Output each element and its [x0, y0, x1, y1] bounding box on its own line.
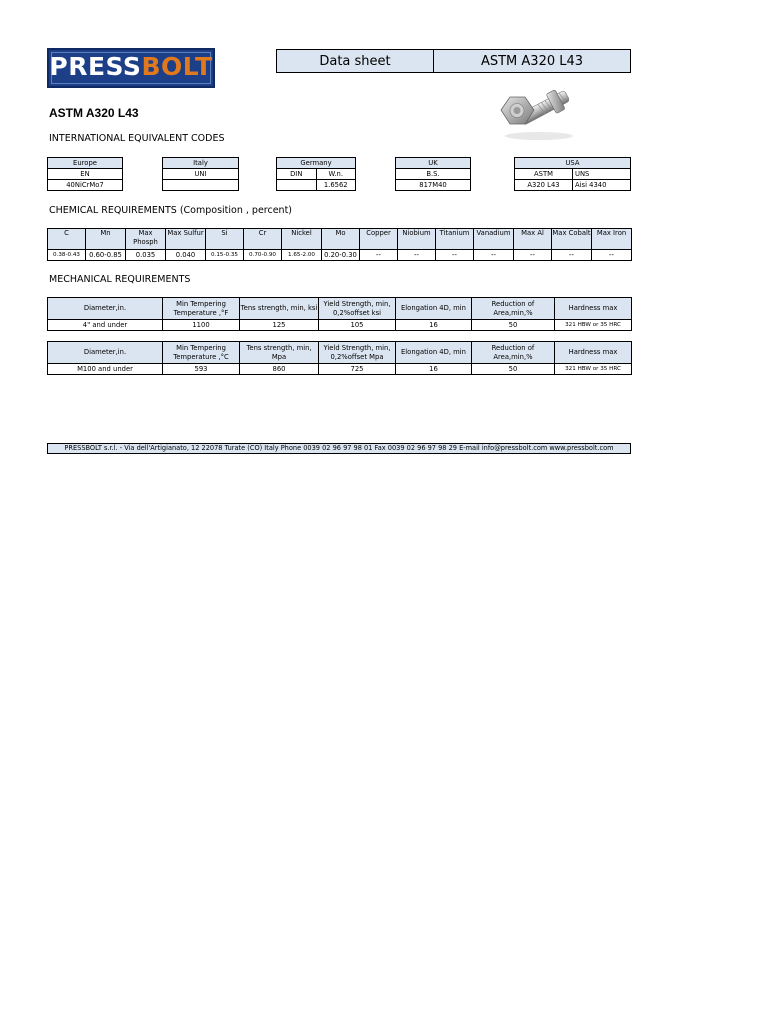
- chem-value: 0.60-0.85: [86, 250, 126, 261]
- mech-header: Reduction of Area,min,%: [472, 298, 555, 320]
- equiv-code: UNS: [573, 169, 631, 180]
- chem-value: --: [398, 250, 436, 261]
- chem-header: Max Cobalt: [552, 229, 592, 250]
- chem-value: --: [360, 250, 398, 261]
- chem-header: Titanium: [436, 229, 474, 250]
- equiv-value: [277, 180, 317, 191]
- datasheet-header: [276, 49, 631, 73]
- chem-header: Mn: [86, 229, 126, 250]
- mech-value: 725: [319, 364, 396, 375]
- bolt-nut-image: [497, 80, 579, 142]
- equiv-country: Germany: [277, 158, 356, 169]
- pressbolt-logo: [47, 48, 215, 88]
- equiv-code: UNI: [163, 169, 239, 180]
- chem-header: Nickel: [282, 229, 322, 250]
- chem-value: --: [436, 250, 474, 261]
- mech-header: Yield Strength, min, 0,2%offset ksi: [319, 298, 396, 320]
- chem-header: Max Al: [514, 229, 552, 250]
- chem-value: 0.15-0.35: [206, 250, 244, 261]
- logo-bolt-text: BOLT: [141, 52, 213, 81]
- chem-header: Max Iron: [592, 229, 632, 250]
- mech-value: 321 HBW or 35 HRC: [555, 320, 632, 331]
- mech-value: 16: [396, 320, 472, 331]
- section-chemical: CHEMICAL REQUIREMENTS (Composition , percent): [49, 205, 293, 216]
- equiv-table-germany: [276, 157, 356, 191]
- equiv-code: DIN: [277, 169, 317, 180]
- mech-value: 593: [163, 364, 240, 375]
- mech-value: 4" and under: [48, 320, 163, 331]
- chem-value: --: [514, 250, 552, 261]
- equiv-country: USA: [515, 158, 631, 169]
- chem-header: Copper: [360, 229, 398, 250]
- section-equivalent-codes: INTERNATIONAL EQUIVALENT CODES: [49, 133, 225, 144]
- chem-header: Si: [206, 229, 244, 250]
- mech-header: Reduction of Area,min,%: [472, 342, 555, 364]
- equiv-table-uk: [395, 157, 471, 191]
- mech-value: 321 HBW or 35 HRC: [555, 364, 632, 375]
- mech-value: 1100: [163, 320, 240, 331]
- mech-value: M100 and under: [48, 364, 163, 375]
- datasheet-product: ASTM A320 L43: [434, 50, 631, 73]
- mech-header: Min Tempering Temperature ,°F: [163, 298, 240, 320]
- mech-value: 50: [472, 364, 555, 375]
- logo-press-text: PRESS: [49, 52, 142, 81]
- equiv-value: Aisi 4340: [573, 180, 631, 191]
- equiv-code: B.S.: [396, 169, 471, 180]
- mech-header: Yield Strength, min, 0,2%offset Mpa: [319, 342, 396, 364]
- mechanical-table-imperial: [47, 297, 632, 331]
- equiv-value: 1.6562: [316, 180, 356, 191]
- chem-header: Max Phosph: [126, 229, 166, 250]
- chem-value: 0.20-0.30: [322, 250, 360, 261]
- mech-value: 16: [396, 364, 472, 375]
- chem-value: --: [474, 250, 514, 261]
- chem-header: Max Sulfur: [166, 229, 206, 250]
- chem-value: 0.035: [126, 250, 166, 261]
- mech-header: Elongation 4D, min: [396, 342, 472, 364]
- chem-value: 0.040: [166, 250, 206, 261]
- mech-value: 50: [472, 320, 555, 331]
- chem-header: C: [48, 229, 86, 250]
- chem-header: Cr: [244, 229, 282, 250]
- company-footer: PRESSBOLT s.r.l. - Via dell'Artigianato, 12 22078 Turate (CO) Italy Phone 0039 02 96 97 98 01 Fax 0039 02 96 97 98 29 E-mail info@pressbolt.com www.pressbolt.com: [47, 443, 631, 454]
- chem-header: Mo: [322, 229, 360, 250]
- equiv-country: Europe: [48, 158, 123, 169]
- chem-header: Vanadium: [474, 229, 514, 250]
- mech-header: Tens strength, min, ksi: [240, 298, 319, 320]
- chem-header: Niobium: [398, 229, 436, 250]
- mech-header: Tens strength, min, Mpa: [240, 342, 319, 364]
- equiv-value: 40NiCrMo7: [48, 180, 123, 191]
- page-title: ASTM A320 L43: [49, 106, 139, 120]
- mech-header: Diameter,in.: [48, 298, 163, 320]
- mech-header: Hardness max: [555, 342, 632, 364]
- equiv-table-usa: [514, 157, 631, 191]
- mech-value: 860: [240, 364, 319, 375]
- chem-value: 0.38-0.43: [48, 250, 86, 261]
- equiv-table-italy: [162, 157, 239, 191]
- equiv-value: A320 L43: [515, 180, 573, 191]
- datasheet-label: Data sheet: [277, 50, 434, 73]
- chem-value: 0.70-0.90: [244, 250, 282, 261]
- equiv-table-europe: [47, 157, 123, 191]
- equiv-code: W.n.: [316, 169, 356, 180]
- mech-header: Min Tempering Temperature ,°C: [163, 342, 240, 364]
- mech-header: Hardness max: [555, 298, 632, 320]
- chemical-table: [47, 228, 632, 261]
- chem-value: --: [552, 250, 592, 261]
- mech-value: 125: [240, 320, 319, 331]
- equiv-code: ASTM: [515, 169, 573, 180]
- mech-header: Elongation 4D, min: [396, 298, 472, 320]
- mechanical-table-metric: [47, 341, 632, 375]
- chem-value: 1.65-2.00: [282, 250, 322, 261]
- equiv-value: 817M40: [396, 180, 471, 191]
- section-mechanical: MECHANICAL REQUIREMENTS: [49, 274, 191, 285]
- equiv-country: Italy: [163, 158, 239, 169]
- equiv-country: UK: [396, 158, 471, 169]
- equiv-code: EN: [48, 169, 123, 180]
- equiv-value: [163, 180, 239, 191]
- mech-header: Diameter,in.: [48, 342, 163, 364]
- mech-value: 105: [319, 320, 396, 331]
- chem-value: --: [592, 250, 632, 261]
